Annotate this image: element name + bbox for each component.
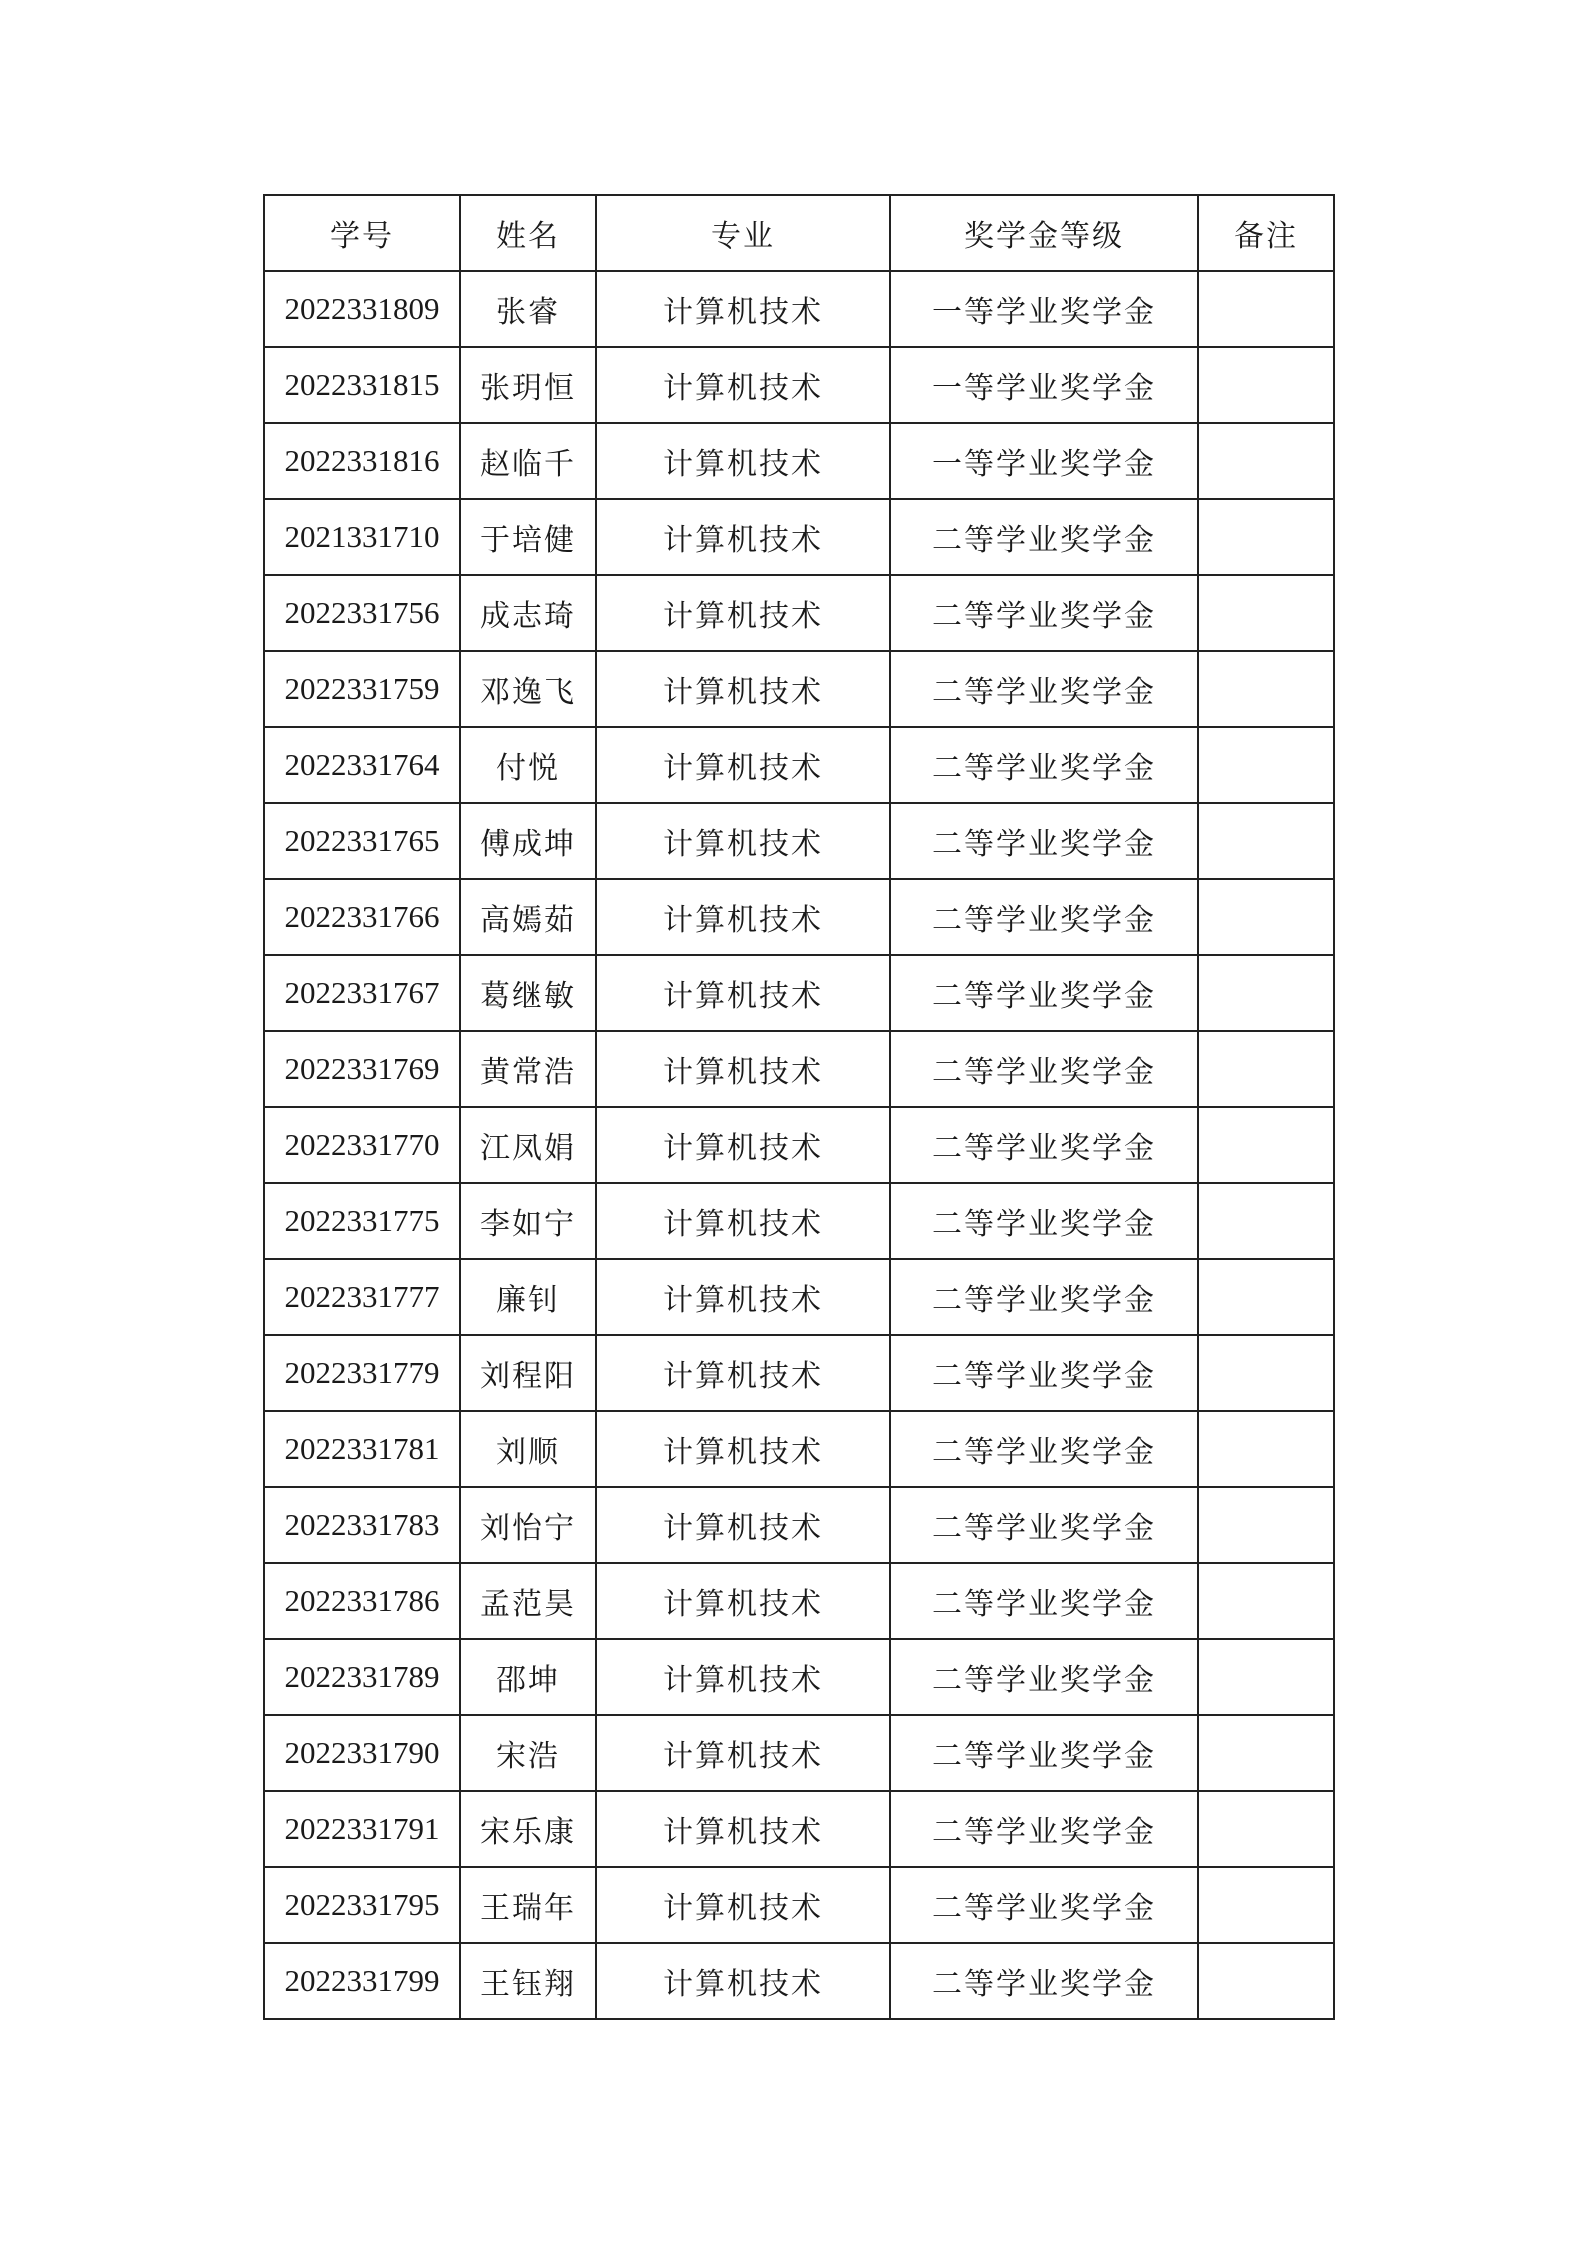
cell-name: 付悦: [460, 727, 596, 803]
cell-name: 刘顺: [460, 1411, 596, 1487]
cell-scholarship-level: 二等学业奖学金: [890, 1031, 1198, 1107]
cell-major: 计算机技术: [596, 1183, 890, 1259]
cell-scholarship-level: 二等学业奖学金: [890, 879, 1198, 955]
cell-scholarship-level: 二等学业奖学金: [890, 727, 1198, 803]
table-row: [264, 651, 1334, 727]
cell-major: 计算机技术: [596, 499, 890, 575]
cell-name: 于培健: [460, 499, 596, 575]
cell-scholarship-level: 一等学业奖学金: [890, 271, 1198, 347]
cell-major: 计算机技术: [596, 955, 890, 1031]
cell-student-id: 2022331767: [264, 955, 460, 1031]
cell-name: 宋浩: [460, 1715, 596, 1791]
cell-remarks: [1198, 1867, 1334, 1943]
cell-scholarship-level: 二等学业奖学金: [890, 1335, 1198, 1411]
table-row: [264, 271, 1334, 347]
cell-major: 计算机技术: [596, 1791, 890, 1867]
cell-student-id: 2022331789: [264, 1639, 460, 1715]
cell-scholarship-level: 二等学业奖学金: [890, 1791, 1198, 1867]
cell-remarks: [1198, 727, 1334, 803]
cell-name: 黄常浩: [460, 1031, 596, 1107]
cell-remarks: [1198, 423, 1334, 499]
cell-name: 王瑞年: [460, 1867, 596, 1943]
table-row: [264, 1715, 1334, 1791]
table-row: [264, 423, 1334, 499]
table-row: [264, 1411, 1334, 1487]
cell-remarks: [1198, 1031, 1334, 1107]
cell-remarks: [1198, 1107, 1334, 1183]
cell-student-id: 2022331795: [264, 1867, 460, 1943]
cell-name: 张睿: [460, 271, 596, 347]
cell-name: 江凤娟: [460, 1107, 596, 1183]
table-row: [264, 1639, 1334, 1715]
cell-major: 计算机技术: [596, 1867, 890, 1943]
cell-scholarship-level: 二等学业奖学金: [890, 1639, 1198, 1715]
cell-scholarship-level: 二等学业奖学金: [890, 651, 1198, 727]
header-remarks: 备注: [1198, 195, 1334, 271]
cell-name: 张玥恒: [460, 347, 596, 423]
cell-remarks: [1198, 1715, 1334, 1791]
cell-major: 计算机技术: [596, 1943, 890, 2019]
cell-student-id: 2022331781: [264, 1411, 460, 1487]
header-name: 姓名: [460, 195, 596, 271]
table-row: [264, 727, 1334, 803]
cell-student-id: 2022331816: [264, 423, 460, 499]
cell-remarks: [1198, 1639, 1334, 1715]
cell-remarks: [1198, 879, 1334, 955]
table-row: [264, 955, 1334, 1031]
cell-major: 计算机技术: [596, 1639, 890, 1715]
cell-major: 计算机技术: [596, 1107, 890, 1183]
cell-student-id: 2022331765: [264, 803, 460, 879]
scholarship-table: [263, 194, 1335, 2020]
header-scholarship-level: 奖学金等级: [890, 195, 1198, 271]
cell-name: 邵坤: [460, 1639, 596, 1715]
cell-major: 计算机技术: [596, 1715, 890, 1791]
cell-name: 高嫣茹: [460, 879, 596, 955]
cell-scholarship-level: 二等学业奖学金: [890, 499, 1198, 575]
cell-name: 赵临千: [460, 423, 596, 499]
cell-name: 王钰翔: [460, 1943, 596, 2019]
cell-name: 邓逸飞: [460, 651, 596, 727]
table-row: [264, 499, 1334, 575]
cell-major: 计算机技术: [596, 727, 890, 803]
cell-remarks: [1198, 1183, 1334, 1259]
cell-student-id: 2022331756: [264, 575, 460, 651]
table-row: [264, 1943, 1334, 2019]
table-row: [264, 1867, 1334, 1943]
cell-major: 计算机技术: [596, 879, 890, 955]
cell-student-id: 2022331783: [264, 1487, 460, 1563]
cell-major: 计算机技术: [596, 423, 890, 499]
cell-name: 葛继敏: [460, 955, 596, 1031]
cell-student-id: 2022331815: [264, 347, 460, 423]
table-header-row: [264, 195, 1334, 271]
table-row: [264, 1259, 1334, 1335]
cell-scholarship-level: 二等学业奖学金: [890, 575, 1198, 651]
cell-major: 计算机技术: [596, 651, 890, 727]
cell-major: 计算机技术: [596, 575, 890, 651]
cell-scholarship-level: 二等学业奖学金: [890, 955, 1198, 1031]
table-row: [264, 879, 1334, 955]
cell-name: 孟范昊: [460, 1563, 596, 1639]
cell-major: 计算机技术: [596, 803, 890, 879]
cell-scholarship-level: 二等学业奖学金: [890, 1183, 1198, 1259]
cell-remarks: [1198, 1791, 1334, 1867]
cell-scholarship-level: 二等学业奖学金: [890, 1943, 1198, 2019]
table-row: [264, 1335, 1334, 1411]
cell-name: 李如宁: [460, 1183, 596, 1259]
cell-remarks: [1198, 1335, 1334, 1411]
cell-student-id: 2022331791: [264, 1791, 460, 1867]
cell-remarks: [1198, 271, 1334, 347]
cell-student-id: 2022331766: [264, 879, 460, 955]
table-row: [264, 803, 1334, 879]
table-row: [264, 1791, 1334, 1867]
table-row: [264, 1563, 1334, 1639]
cell-remarks: [1198, 347, 1334, 423]
table-row: [264, 1031, 1334, 1107]
cell-major: 计算机技术: [596, 1411, 890, 1487]
cell-major: 计算机技术: [596, 347, 890, 423]
cell-student-id: 2022331790: [264, 1715, 460, 1791]
cell-name: 刘程阳: [460, 1335, 596, 1411]
cell-scholarship-level: 二等学业奖学金: [890, 1107, 1198, 1183]
table-row: [264, 1487, 1334, 1563]
table-row: [264, 575, 1334, 651]
cell-remarks: [1198, 1943, 1334, 2019]
cell-major: 计算机技术: [596, 1335, 890, 1411]
cell-student-id: 2022331809: [264, 271, 460, 347]
cell-student-id: 2022331770: [264, 1107, 460, 1183]
cell-name: 刘怡宁: [460, 1487, 596, 1563]
cell-scholarship-level: 二等学业奖学金: [890, 1411, 1198, 1487]
cell-student-id: 2022331759: [264, 651, 460, 727]
cell-remarks: [1198, 1563, 1334, 1639]
cell-student-id: 2022331775: [264, 1183, 460, 1259]
cell-major: 计算机技术: [596, 271, 890, 347]
cell-scholarship-level: 二等学业奖学金: [890, 1715, 1198, 1791]
cell-major: 计算机技术: [596, 1487, 890, 1563]
cell-student-id: 2022331777: [264, 1259, 460, 1335]
cell-remarks: [1198, 1411, 1334, 1487]
table-row: [264, 1107, 1334, 1183]
cell-scholarship-level: 二等学业奖学金: [890, 1487, 1198, 1563]
cell-scholarship-level: 一等学业奖学金: [890, 423, 1198, 499]
cell-name: 成志琦: [460, 575, 596, 651]
table-row: [264, 347, 1334, 423]
table-body: [264, 271, 1334, 2019]
cell-student-id: 2022331779: [264, 1335, 460, 1411]
cell-remarks: [1198, 499, 1334, 575]
cell-student-id: 2022331764: [264, 727, 460, 803]
header-student-id: 学号: [264, 195, 460, 271]
cell-scholarship-level: 二等学业奖学金: [890, 1259, 1198, 1335]
header-major: 专业: [596, 195, 890, 271]
cell-scholarship-level: 二等学业奖学金: [890, 1563, 1198, 1639]
cell-major: 计算机技术: [596, 1031, 890, 1107]
cell-student-id: 2022331769: [264, 1031, 460, 1107]
cell-name: 廉钊: [460, 1259, 596, 1335]
cell-name: 傅成坤: [460, 803, 596, 879]
cell-remarks: [1198, 651, 1334, 727]
cell-remarks: [1198, 1259, 1334, 1335]
cell-student-id: 2021331710: [264, 499, 460, 575]
cell-remarks: [1198, 1487, 1334, 1563]
cell-student-id: 2022331799: [264, 1943, 460, 2019]
cell-remarks: [1198, 575, 1334, 651]
cell-scholarship-level: 一等学业奖学金: [890, 347, 1198, 423]
cell-name: 宋乐康: [460, 1791, 596, 1867]
table-row: [264, 1183, 1334, 1259]
cell-student-id: 2022331786: [264, 1563, 460, 1639]
cell-major: 计算机技术: [596, 1259, 890, 1335]
cell-remarks: [1198, 955, 1334, 1031]
cell-remarks: [1198, 803, 1334, 879]
cell-scholarship-level: 二等学业奖学金: [890, 803, 1198, 879]
cell-major: 计算机技术: [596, 1563, 890, 1639]
cell-scholarship-level: 二等学业奖学金: [890, 1867, 1198, 1943]
